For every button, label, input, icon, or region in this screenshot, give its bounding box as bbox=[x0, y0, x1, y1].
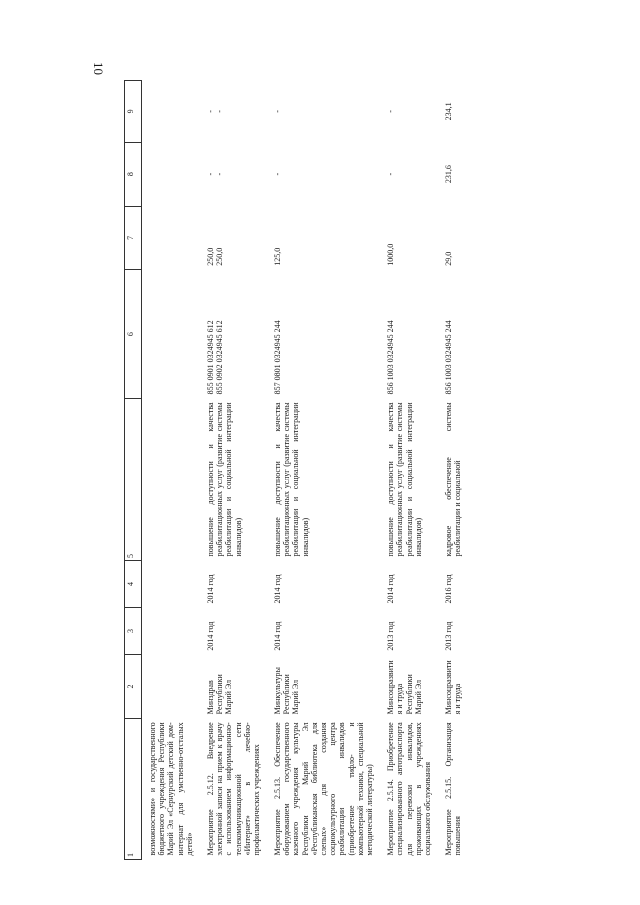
cell-col9 bbox=[438, 81, 468, 143]
cell-value: - bbox=[215, 172, 225, 176]
cell-col8 bbox=[380, 142, 438, 206]
cell-col9 bbox=[142, 81, 200, 143]
cell-col1: Мероприятие 2.5.12. Внедрение электронной записи на прием к врачу с использованием информационно-телекоммуникационной сети «Интернет» в лечебно-профилактических учреждениях bbox=[205, 722, 261, 856]
cell-value: 1000,0 bbox=[386, 243, 396, 266]
cell-col8 bbox=[267, 142, 380, 206]
cell-col6 bbox=[142, 270, 200, 399]
header-col-4: 4 bbox=[125, 560, 142, 607]
cell-col2: Минздрав Республики Марий Эл bbox=[205, 674, 234, 715]
table-header-row bbox=[125, 81, 142, 860]
cell-col3: 2013 год bbox=[386, 621, 396, 651]
table-row bbox=[267, 81, 380, 860]
cell-col2: Минсоцразвития и труда Республики Марий Эл bbox=[386, 660, 423, 715]
header-col-9: 9 bbox=[125, 81, 142, 143]
cell-value: 250,0 bbox=[205, 247, 215, 266]
cell-col5: кадровое обеспечение системы реабилитации и социальной bbox=[444, 402, 463, 557]
cell-value: 231,6 bbox=[444, 165, 454, 184]
header-col-1: 1 bbox=[125, 718, 142, 859]
header-col-3: 3 bbox=[125, 608, 142, 655]
page-number: 10 bbox=[91, 62, 106, 75]
cell-col9 bbox=[380, 81, 438, 143]
table-row bbox=[380, 81, 438, 860]
cell-col8 bbox=[438, 142, 468, 206]
cell-col7 bbox=[380, 206, 438, 270]
rotated-table-container bbox=[124, 80, 639, 860]
cell-col1: Мероприятие 2.5.14. Приобретение специализированного автотранспорта для перевозки инвалидов, проживающих в учреждениях социального обслуживания bbox=[386, 722, 432, 856]
cell-col4: 2014 год bbox=[386, 574, 396, 604]
cell-value: - bbox=[273, 110, 283, 113]
cell-col4 bbox=[142, 560, 200, 607]
cell-col4: 2016 год bbox=[444, 574, 454, 604]
cell-value: 29,0 bbox=[444, 251, 454, 266]
cell-value: 855 0902 0324945 612 bbox=[215, 320, 225, 395]
cell-col3: 2014 год bbox=[205, 621, 215, 651]
cell-col4: 2014 год bbox=[273, 574, 283, 604]
cell-col5 bbox=[142, 398, 200, 560]
cell-col5: повышение доступности и качества реабилитационных услуг (развитие системы реабилитации и социальной интеграции инвалидов) bbox=[273, 402, 310, 557]
cell-col3: 2013 год bbox=[444, 621, 454, 651]
cell-col5: повышение доступности и качества реабилитационных услуг (развитие системы реабилитации и социальной интеграции инвалидов) bbox=[386, 402, 423, 557]
cell-value: - bbox=[205, 172, 215, 176]
cell-col6 bbox=[380, 270, 438, 399]
cell-col7 bbox=[438, 206, 468, 270]
cell-col2: Минсоцразвития и труда bbox=[444, 660, 463, 715]
cell-value: 856 1003 0324945 244 bbox=[386, 320, 396, 395]
cell-col3: 2014 год bbox=[273, 621, 283, 651]
table-row bbox=[438, 81, 468, 860]
cell-col6 bbox=[200, 270, 267, 399]
cell-col1: возможностями» и государственного бюджетного учреждения Республики Марий Эл «Сернурский детский дом-интернат для умственно-отсталых детей» bbox=[148, 722, 194, 856]
cell-value: 857 0801 0324945 244 bbox=[273, 320, 283, 395]
cell-col6 bbox=[438, 270, 468, 399]
cell-col1: Мероприятие 2.5.15. Организация повышения bbox=[444, 722, 463, 856]
cell-value: - bbox=[205, 110, 215, 113]
cell-value: 855 0901 0324945 612 bbox=[205, 320, 215, 395]
cell-value: 856 1003 0324945 244 bbox=[444, 320, 454, 395]
table-body bbox=[142, 81, 469, 860]
cell-value: - bbox=[386, 172, 396, 176]
cell-value: - bbox=[215, 110, 225, 113]
table-row bbox=[200, 81, 267, 860]
header-col-7: 7 bbox=[125, 206, 142, 270]
cell-col2 bbox=[142, 655, 200, 719]
cell-col4: 2014 год bbox=[205, 574, 215, 604]
cell-value: 234,1 bbox=[444, 102, 454, 121]
cell-col6 bbox=[267, 270, 380, 399]
cell-col7 bbox=[200, 206, 267, 270]
cell-col5: повышение доступности и качества реабилитационных услуг (развитие системы реабилитации и социальной интеграции инвалидов) bbox=[205, 402, 243, 557]
cell-col7 bbox=[142, 206, 200, 270]
cell-col9 bbox=[267, 81, 380, 143]
cell-value: - bbox=[386, 110, 396, 113]
cell-col8 bbox=[142, 142, 200, 206]
header-col-8: 8 bbox=[125, 142, 142, 206]
header-col-6: 6 bbox=[125, 270, 142, 399]
cell-col2: Минкультуры Республики Марий Эл bbox=[273, 667, 301, 715]
cell-value: - bbox=[273, 172, 283, 176]
cell-col3 bbox=[142, 608, 200, 655]
cell-col9 bbox=[200, 81, 267, 143]
cell-value: 125,0 bbox=[273, 247, 283, 266]
program-table bbox=[124, 80, 468, 860]
header-col-2: 2 bbox=[125, 655, 142, 719]
cell-col1: Мероприятие 2.5.13. Обеспечение оборудованием государственного казенного учреждения культуры Республики Марий Эл «Республиканская библиотека для слепых» для создания социокультурного центра реабилитации инвалидов (приобретение тифло- и компьютерной техники, специальной методической литературы) bbox=[273, 722, 374, 856]
cell-col8 bbox=[200, 142, 267, 206]
cell-col7 bbox=[267, 206, 380, 270]
cell-value: 250,0 bbox=[215, 247, 225, 266]
header-col-5: 5 bbox=[125, 398, 142, 560]
table-row bbox=[142, 81, 200, 860]
